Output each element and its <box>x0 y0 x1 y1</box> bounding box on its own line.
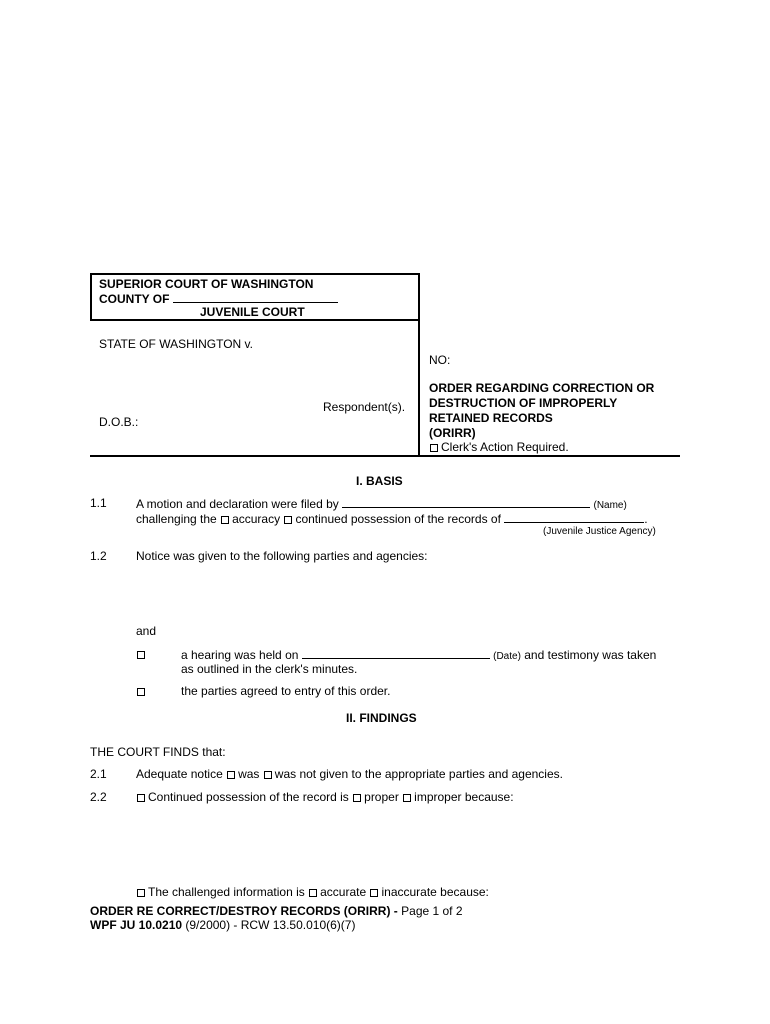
court-type: JUVENILE COURT <box>200 305 305 319</box>
court-name: SUPERIOR COURT OF WASHINGTON <box>99 277 314 291</box>
and-label: and <box>136 624 157 638</box>
footer-line-1 <box>90 904 463 918</box>
section-1-2-number: 1.2 <box>90 549 107 563</box>
caption-bottom-rule <box>90 455 680 457</box>
agency-blank[interactable] <box>504 511 644 523</box>
footer-rcw: (9/2000) - RCW 13.50.010(6)(7) <box>185 918 356 932</box>
challenged-checkbox[interactable] <box>137 889 145 897</box>
notice-was-checkbox[interactable] <box>227 771 235 779</box>
hearing-date-blank[interactable] <box>302 647 490 659</box>
footer-line-2 <box>90 918 355 932</box>
county-label: COUNTY OF <box>99 292 170 306</box>
county-line <box>99 291 338 306</box>
section-2-1-number: 2.1 <box>90 767 107 781</box>
accurate-label: accurate <box>320 885 367 899</box>
respondent-label: Respondent(s). <box>323 400 406 414</box>
challenged-text: The challenged information is <box>148 885 305 899</box>
inaccurate-checkbox[interactable] <box>370 889 378 897</box>
section-1-1-line-2: challenging the accuracy continued possession of the records of . <box>136 512 648 526</box>
section-2-2-line <box>136 790 514 804</box>
notice-text: Notice was given to the following parties and agencies: <box>136 549 428 563</box>
notice-was-not-checkbox[interactable] <box>264 771 272 779</box>
continued-possession-checkbox[interactable] <box>284 516 292 524</box>
proper-label: proper <box>364 790 399 804</box>
accuracy-checkbox[interactable] <box>221 516 229 524</box>
improper-checkbox[interactable] <box>403 794 411 802</box>
accuracy-label: accuracy <box>232 512 281 526</box>
agreed-checkbox[interactable] <box>137 688 145 696</box>
title-line-4: (ORIRR) <box>429 426 476 440</box>
continued-possession-label: continued possession of the records of <box>295 512 501 526</box>
notice-was-label: was <box>238 767 260 781</box>
agency-label: (Juvenile Justice Agency) <box>543 526 656 537</box>
case-no-label: NO: <box>429 353 451 367</box>
dob-label: D.O.B.: <box>99 415 139 429</box>
caption-box-bottom <box>90 319 420 321</box>
clerk-action-line <box>429 440 569 454</box>
hearing-text: a hearing was held on <box>181 648 299 662</box>
testimony-text: and testimony was taken <box>524 648 657 662</box>
proper-checkbox[interactable] <box>353 794 361 802</box>
hearing-checkbox[interactable] <box>137 651 145 659</box>
challenged-line <box>136 885 489 899</box>
title-line-1: ORDER REGARDING CORRECTION OR <box>429 381 655 395</box>
footer-page-number: Page 1 of 2 <box>401 904 463 918</box>
section-1-1-line-1 <box>136 496 627 511</box>
agreed-checkbox-wrap <box>136 684 148 698</box>
caption-box-left <box>90 273 92 321</box>
clerk-action-checkbox[interactable] <box>430 444 438 452</box>
basis-heading: I. BASIS <box>356 474 403 488</box>
agreed-text: the parties agreed to entry of this order. <box>181 684 391 698</box>
title-line-3: RETAINED RECORDS <box>429 411 553 425</box>
caption-box-top <box>90 273 420 275</box>
motion-text: A motion and declaration were filed by <box>136 497 339 511</box>
notice-was-not-label: was not given to the appropriate parties and agencies. <box>274 767 563 781</box>
accurate-checkbox[interactable] <box>309 889 317 897</box>
section-1-1-number: 1.1 <box>90 496 107 510</box>
findings-heading: II. FINDINGS <box>346 711 417 725</box>
date-label: (Date) <box>493 651 521 662</box>
inaccurate-label: inaccurate because: <box>381 885 489 899</box>
title-line-2: DESTRUCTION OF IMPROPERLY <box>429 396 618 410</box>
state-v: STATE OF WASHINGTON v. <box>99 337 254 351</box>
county-blank[interactable] <box>173 291 338 303</box>
hearing-checkbox-wrap <box>136 647 148 661</box>
footer-form-number: WPF JU 10.0210 <box>90 918 183 932</box>
challenging-text: challenging the <box>136 512 217 526</box>
caption-box-right <box>418 273 420 456</box>
section-2-2-number: 2.2 <box>90 790 107 804</box>
continued-possession-text: Continued possession of the record is <box>148 790 349 804</box>
court-finds: THE COURT FINDS that: <box>90 745 226 759</box>
continued-possession-finding-checkbox[interactable] <box>137 794 145 802</box>
footer-form-title: ORDER RE CORRECT/DESTROY RECORDS (ORIRR) - <box>90 904 398 918</box>
hearing-line-2: as outlined in the clerk's minutes. <box>181 662 358 676</box>
improper-label: improper because: <box>414 790 514 804</box>
hearing-line-1 <box>181 647 656 662</box>
name-label: (Name) <box>593 500 627 511</box>
section-2-1-line <box>136 767 563 781</box>
clerk-action-text: Clerk's Action Required. <box>441 440 569 454</box>
filer-name-blank[interactable] <box>342 496 590 508</box>
adequate-notice-text: Adequate notice <box>136 767 223 781</box>
